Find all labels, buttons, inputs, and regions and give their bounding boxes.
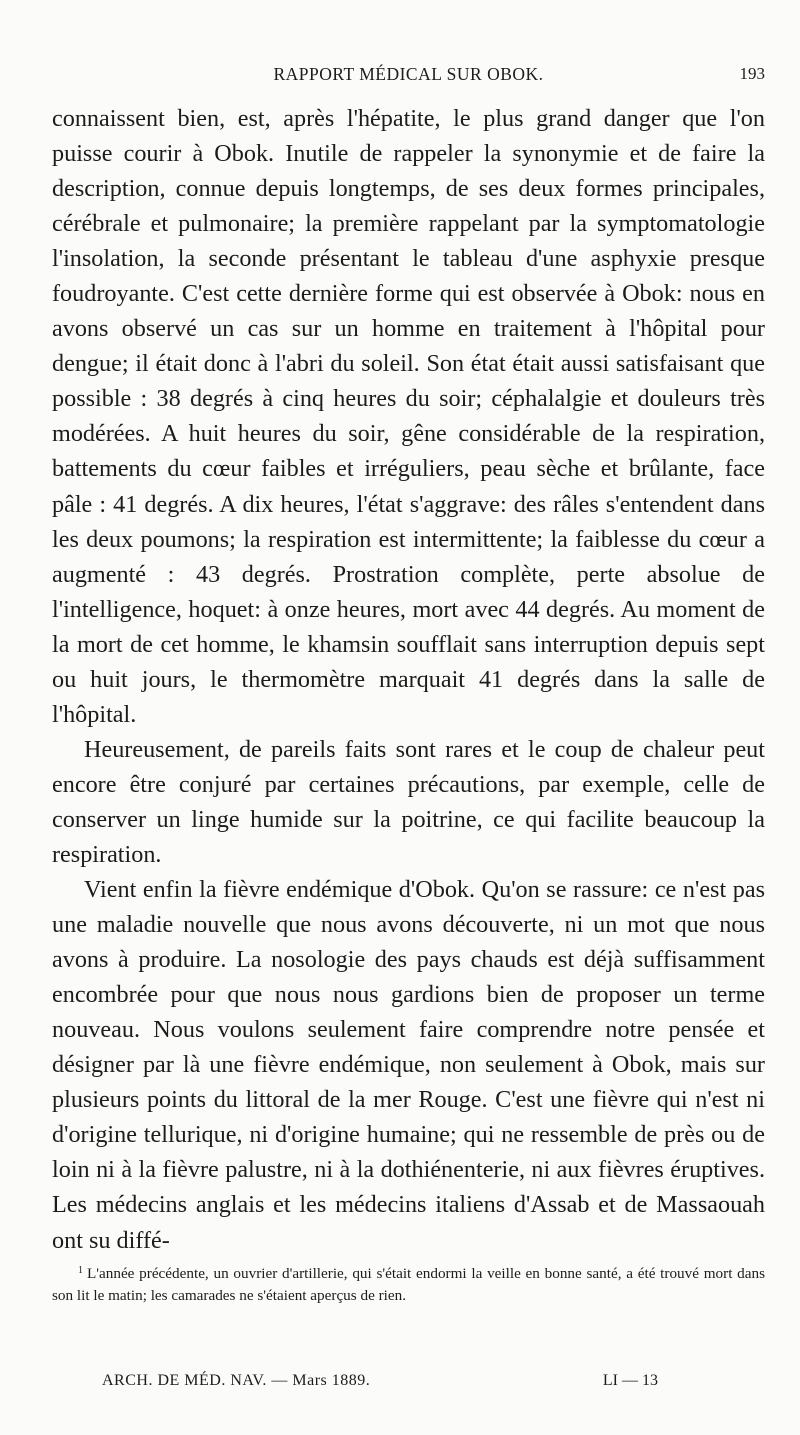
running-head: RAPPORT MÉDICAL SUR OBOK. [273,64,544,84]
page-footer [102,1372,658,1400]
body-text [52,101,765,1258]
paragraph-3: Vient enfin la fièvre endémique d'Obok. Qu'on se rassure: ce n'est pas une maladie nouvelle que nous avons découverte, ni un mot que nous avons à produire. La nosologie des pays chauds est déjà suffisamment encombrée pour que nous nous gardions bien de proposer un terme nouveau. Nous voulons seulement faire comprendre notre pensée et désigner par là une fièvre endémique, non seulement à Obok, mais sur plusieurs points du littoral de la mer Rouge. C'est une fièvre qui n'est ni d'origine tellurique, ni d'origine humaine; qui ne ressemble de près ou de loin ni à la fièvre palustre, ni à la dothiénenterie, ni aux fièvres éruptives. Les médecins anglais et les médecins italiens d'Assab et de Massaouah ont su diffé- [52,876,765,1254]
page-number: 193 [739,64,765,83]
paragraph-1: connaissent bien, est, après l'hépatite, le plus grand danger que l'on puisse courir à Obok. Inutile de rappeler la synonymie et de faire la description, connue depuis longtemps, de ses deux formes principales, cérébrale et pulmonaire; la première rappelant par la symptomatologie l'insolation, la seconde présentant le tableau d'une asphyxie presque foudroyante. C'est cette dernière forme qui est observée à Obok: nous en avons observé un cas sur un homme en traitement à l'hôpital pour dengue; il était donc à l'abri du soleil. Son état était aussi satisfaisant que possible : 38 degrés à cinq heures du soir; céphalalgie et douleurs très modérées. A huit heures du soir, gêne considérable de la respiration, battements du cœur faibles et irréguliers, peau sèche et brûlante, face pâle : 41 degrés. A dix heures, l'état s'aggrave: des râles s'entendent dans les deux poumons; la respiration est intermittente; la faiblesse du cœur a augmenté : 43 degrés. Prostration complète, perte absolue de l'intelligence, hoquet: à onze heures, mort avec 44 degrés. Au moment de la mort de cet homme, le khamsin soufflait sans interruption depuis sept ou huit jours, le thermomètre marquait 41 degrés dans la salle de l'hôpital. [52,105,765,728]
footnote-marker: 1 [78,1265,83,1276]
footnote-paragraph [52,1260,765,1307]
signature-mark: LI — 13 [602,1372,658,1389]
paragraph-2: Heureusement, de pareils faits sont rares et le coup de chaleur peut encore être conjuré par certaines précautions, par exemple, celle de conserver un linge humide sur la poitrine, ce qui facilite beaucoup la respiration. [52,735,765,868]
journal-citation: ARCH. DE MÉD. NAV. — Mars 1889. [102,1372,371,1389]
footnote-text: L'année précédente, un ouvrier d'artillerie, qui s'était endormi la veille en bonne santé, a été trouvé mort dans son lit le matin; les camarades ne s'étaient aperçus de rien. [52,1265,765,1304]
footnote [52,1260,765,1307]
page-header [52,64,765,96]
